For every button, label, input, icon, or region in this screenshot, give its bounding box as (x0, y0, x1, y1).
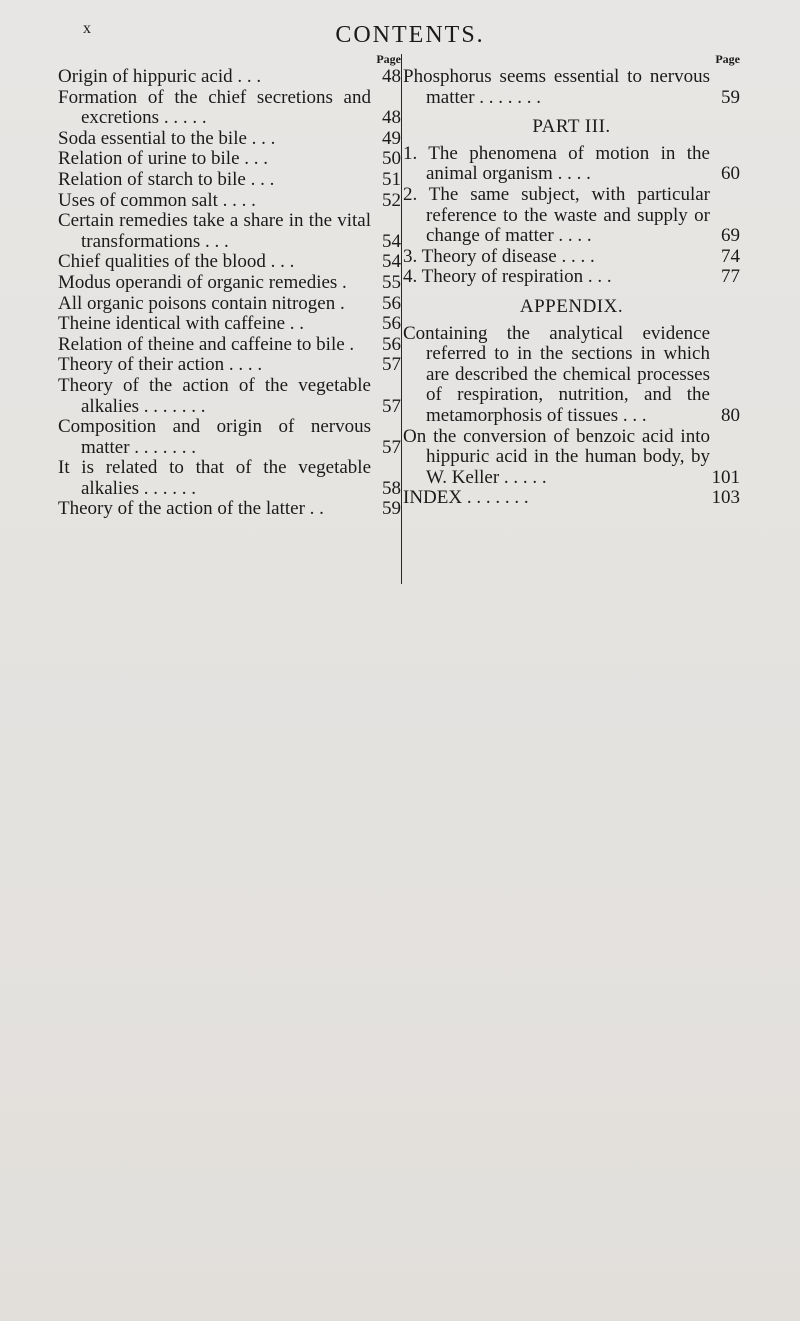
toc-entry-page: 77 (721, 266, 740, 288)
toc-entry (58, 294, 401, 315)
toc-entry-page: 57 (382, 395, 401, 417)
toc-entry-page: 57 (382, 436, 401, 458)
toc-entry-page: 58 (382, 477, 401, 499)
toc-entry (58, 191, 401, 212)
toc-entry-text: 3. Theory of disease . . . . (403, 245, 595, 267)
toc-entry (58, 499, 401, 520)
toc-entry (58, 252, 401, 273)
toc-entry (58, 67, 401, 88)
toc-entry-page: 52 (382, 189, 401, 211)
toc-entry-page: 59 (382, 498, 401, 520)
toc-entry-text: Relation of theine and caffeine to bile . (58, 333, 355, 355)
toc-entry-page: 49 (382, 127, 401, 149)
toc-entry (403, 67, 740, 108)
toc-entry-text: 4. Theory of respiration . . . (403, 266, 612, 288)
toc-entry (58, 314, 401, 335)
toc-entry-text: Relation of urine to bile . . . (58, 148, 269, 170)
toc-entry-text: Theory of their action . . . . (58, 354, 263, 376)
toc-entry-text: Certain remedies take a share in the vital transformations . . . (58, 210, 371, 252)
toc-entry-text: Theory of the action of the vegetable alkalies . . . . . . . (58, 374, 371, 417)
left-column (58, 52, 401, 520)
toc-entry-page: 57 (382, 354, 401, 376)
page-column-heading: Page (376, 52, 401, 66)
toc-entry (58, 211, 401, 252)
part-heading: PART III. (532, 116, 611, 138)
toc-entry-page: 55 (382, 271, 401, 293)
appendix-heading: APPENDIX. (519, 295, 624, 317)
toc-entry-text: Uses of common salt . . . . (58, 189, 256, 211)
page-title: CONTENTS. (335, 22, 485, 48)
toc-entry-text: Composition and origin of nervous matter . . . . . . . (58, 416, 371, 458)
toc-entry (58, 417, 401, 458)
toc-entry (403, 488, 740, 509)
toc-entry (403, 427, 740, 489)
toc-entry (58, 458, 401, 499)
toc-entry-page: 56 (382, 333, 401, 355)
toc-entry-page: 101 (711, 466, 740, 488)
toc-entry (58, 149, 401, 170)
toc-entry-text: INDEX . . . . . . . (403, 487, 529, 509)
toc-entry (403, 324, 740, 427)
toc-entry-text: Formation of the chief secretions and excretions . . . . . (58, 86, 371, 129)
toc-entry-text: All organic poisons contain nitrogen . (58, 292, 345, 314)
toc-entry-page: 56 (382, 292, 401, 314)
toc-entry-page: 103 (711, 487, 740, 509)
toc-entry-page: 59 (721, 86, 740, 108)
toc-entry (58, 376, 401, 417)
toc-entry-text: 2. The same subject, with particular reference to the waste and supply or change of matter . . . . (403, 183, 710, 247)
toc-entry-text: Relation of starch to bile . . . (58, 168, 275, 190)
toc-entry-text: Theory of the action of the latter . . (58, 498, 324, 520)
toc-entry (403, 144, 740, 185)
toc-entry-text: Containing the analytical evidence referred to in the sections in which are described the chemical processes of respiration, nutrition, and the metamorphosis of tissues . . . (403, 322, 710, 426)
toc-entry-text: Modus operandi of organic remedies . (58, 271, 347, 293)
toc-entry-text: Chief qualities of the blood . . . (58, 251, 295, 273)
toc-entry-page: 54 (382, 251, 401, 273)
toc-entry (58, 170, 401, 191)
toc-entry-text: Soda essential to the bile . . . (58, 127, 276, 149)
column-divider (401, 54, 402, 584)
toc-entry-text: Phosphorus seems essential to nervous matter . . . . . . . (403, 66, 710, 108)
toc-entry-text: 1. The phenomena of motion in the animal organism . . . . (403, 142, 710, 185)
toc-entry (403, 247, 740, 268)
toc-entry-page: 74 (721, 245, 740, 267)
toc-entry (58, 335, 401, 356)
toc-entry-text: It is related to that of the vegetable alkalies . . . . . . (58, 457, 371, 499)
toc-entry-page: 54 (382, 230, 401, 252)
toc-entry-text: Origin of hippuric acid . . . (58, 66, 262, 87)
toc-entry-page: 51 (382, 168, 401, 190)
toc-entry (58, 88, 401, 129)
toc-entry-page: 69 (721, 225, 740, 247)
toc-entry-page: 48 (382, 107, 401, 129)
toc-entry (58, 355, 401, 376)
toc-entry-page: 48 (382, 66, 401, 87)
page-column-heading: Page (715, 52, 740, 66)
toc-entry-text: On the conversion of benzoic acid into hippuric acid in the human body, by W. Keller . . . . . (403, 425, 710, 488)
toc-entry (58, 273, 401, 294)
toc-entry-text: Theine identical with caffeine . . (58, 313, 305, 335)
toc-entry (58, 129, 401, 150)
page-number: x (83, 20, 92, 37)
toc-entry (403, 185, 740, 247)
toc-entry-page: 80 (721, 404, 740, 426)
toc-entry-page: 60 (721, 163, 740, 185)
toc-entry-page: 50 (382, 148, 401, 170)
toc-entry-page: 56 (382, 313, 401, 335)
toc-entry (403, 267, 740, 288)
right-column (403, 52, 740, 509)
